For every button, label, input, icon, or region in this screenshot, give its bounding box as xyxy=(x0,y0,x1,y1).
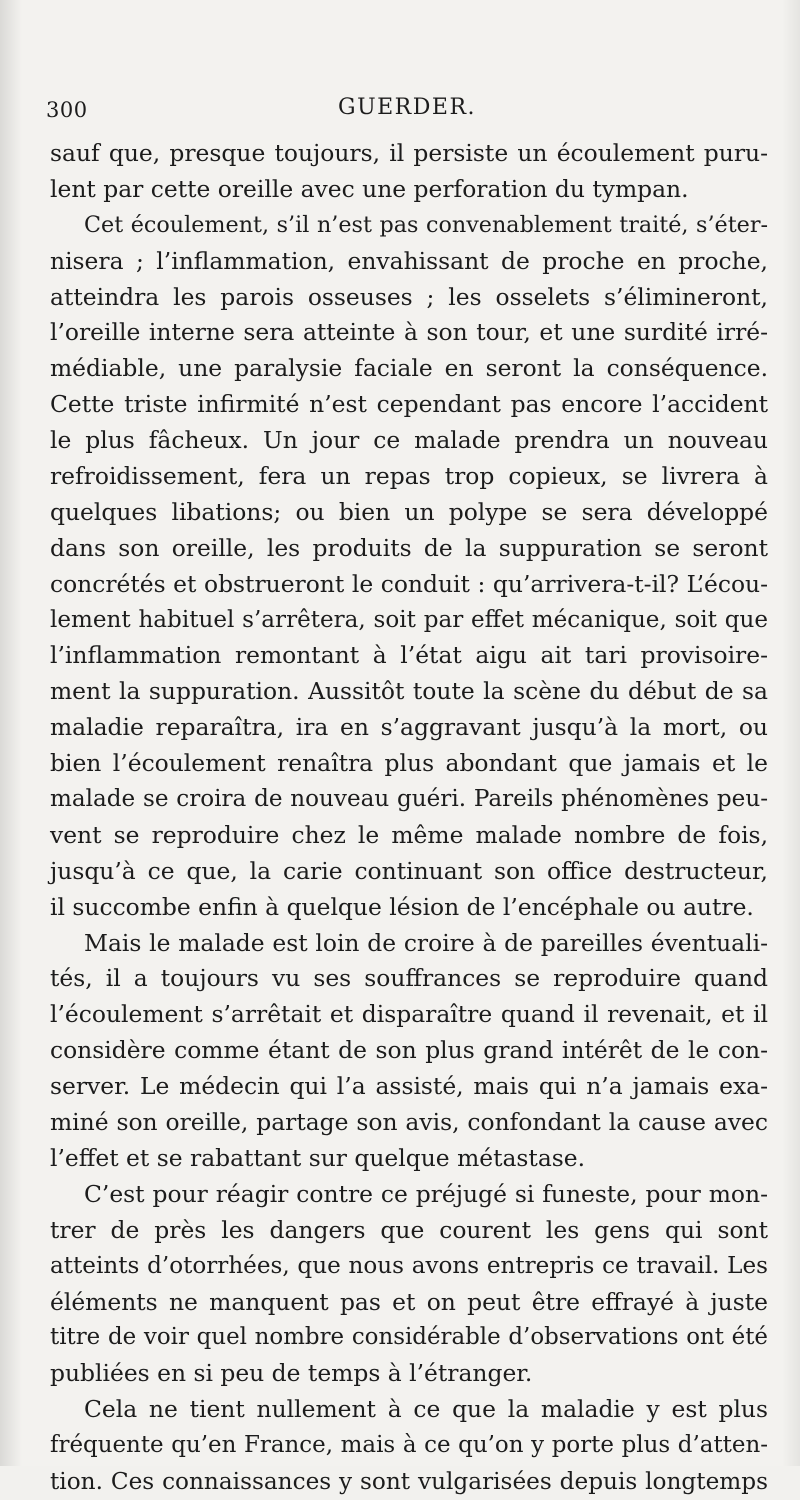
text-line: atteindra les parois osseuses ; les osselets s’élimineront, xyxy=(50,282,768,311)
body-text xyxy=(50,136,768,1500)
text-line: l’oreille interne sera atteinte à son tour, et une surdité irré- xyxy=(50,318,768,347)
text-line: médiable, une paralysie faciale en seront la conséquence. xyxy=(50,354,768,383)
text-line: bien l’écoulement renaîtra plus abondant que jamais et le xyxy=(50,749,768,778)
page-number: 300 xyxy=(46,98,88,122)
running-head: GUERDER. xyxy=(338,95,476,120)
text-line: lent par cette oreille avec une perforation du tympan. xyxy=(50,174,689,203)
text-line: titre de voir quel nombre considérable d’observations ont été xyxy=(50,1324,768,1351)
text-line: le plus fâcheux. Un jour ce malade prendra un nouveau xyxy=(50,426,768,455)
text-line: tion. Ces connaissances y sont vulgarisées depuis longtemps xyxy=(50,1467,768,1495)
text-line: fréquente qu’en France, mais à ce qu’on y porte plus d’atten- xyxy=(50,1432,768,1459)
text-line: l’effet et se rabattant sur quelque métastase. xyxy=(50,1143,586,1172)
text-line: C’est pour réagir contre ce préjugé si funeste, pour mon- xyxy=(84,1179,768,1208)
text-line: considère comme étant de son plus grand intérêt de le con- xyxy=(50,1036,768,1065)
text-line: nisera ; l’inflammation, envahissant de proche en proche, xyxy=(50,246,768,275)
page-header xyxy=(46,92,768,122)
text-line: trer de près les dangers que courent les gens qui sont xyxy=(50,1215,768,1244)
text-line: jusqu’à ce que, la carie continuant son office destructeur, xyxy=(50,856,768,885)
text-line: éléments ne manquent pas et on peut être effrayé à juste xyxy=(50,1287,768,1316)
text-line: quelques libations; ou bien un polype se sera développé xyxy=(50,497,768,526)
text-line: ment la suppuration. Aussitôt toute la scène du début de sa xyxy=(50,677,768,706)
text-line: refroidissement, fera un repas trop copieux, se livrera à xyxy=(50,462,768,491)
text-line: sauf que, presque toujours, il persiste un écoulement puru- xyxy=(50,139,768,167)
text-line: tés, il a toujours vu ses souffrances se reproduire quand xyxy=(50,964,768,993)
text-line: malade se croira de nouveau guéri. Pareils phénomènes peu- xyxy=(50,786,768,813)
text-line: vent se reproduire chez le même malade nombre de fois, xyxy=(50,820,768,849)
text-line: concrétés et obstrueront le conduit : qu’arrivera-t-il? L’écou- xyxy=(50,569,768,598)
text-line: server. Le médecin qui l’a assisté, mais qui n’a jamais exa- xyxy=(50,1072,768,1101)
text-line: lement habituel s’arrêtera, soit par effet mécanique, soit que xyxy=(50,606,768,633)
text-line: l’écoulement s’arrêtait et disparaître quand il revenait, et il xyxy=(50,1000,768,1029)
text-line: dans son oreille, les produits de la suppuration se seront xyxy=(50,533,768,562)
text-line: l’inflammation remontant à l’état aigu ait tari provisoire- xyxy=(50,641,768,670)
text-line: il succombe enfin à quelque lésion de l’encéphale ou autre. xyxy=(50,892,754,921)
text-line: maladie reparaîtra, ira en s’aggravant jusqu’à la mort, ou xyxy=(50,713,768,742)
text-line: miné son oreille, partage son avis, confondant la cause avec xyxy=(50,1108,768,1137)
text-line: Mais le malade est loin de croire à de pareilles éventuali- xyxy=(84,928,768,957)
text-line: Cet écoulement, s’il n’est pas convenablement traité, s’éter- xyxy=(84,211,768,238)
text-line: Cela ne tient nullement à ce que la maladie y est plus xyxy=(84,1395,768,1424)
text-line: publiées en si peu de temps à l’étranger. xyxy=(50,1359,533,1388)
text-line: atteints d’otorrhées, que nous avons entrepris ce travail. Les xyxy=(50,1252,768,1279)
text-line: Cette triste infirmité n’est cependant pas encore l’accident xyxy=(50,390,768,419)
